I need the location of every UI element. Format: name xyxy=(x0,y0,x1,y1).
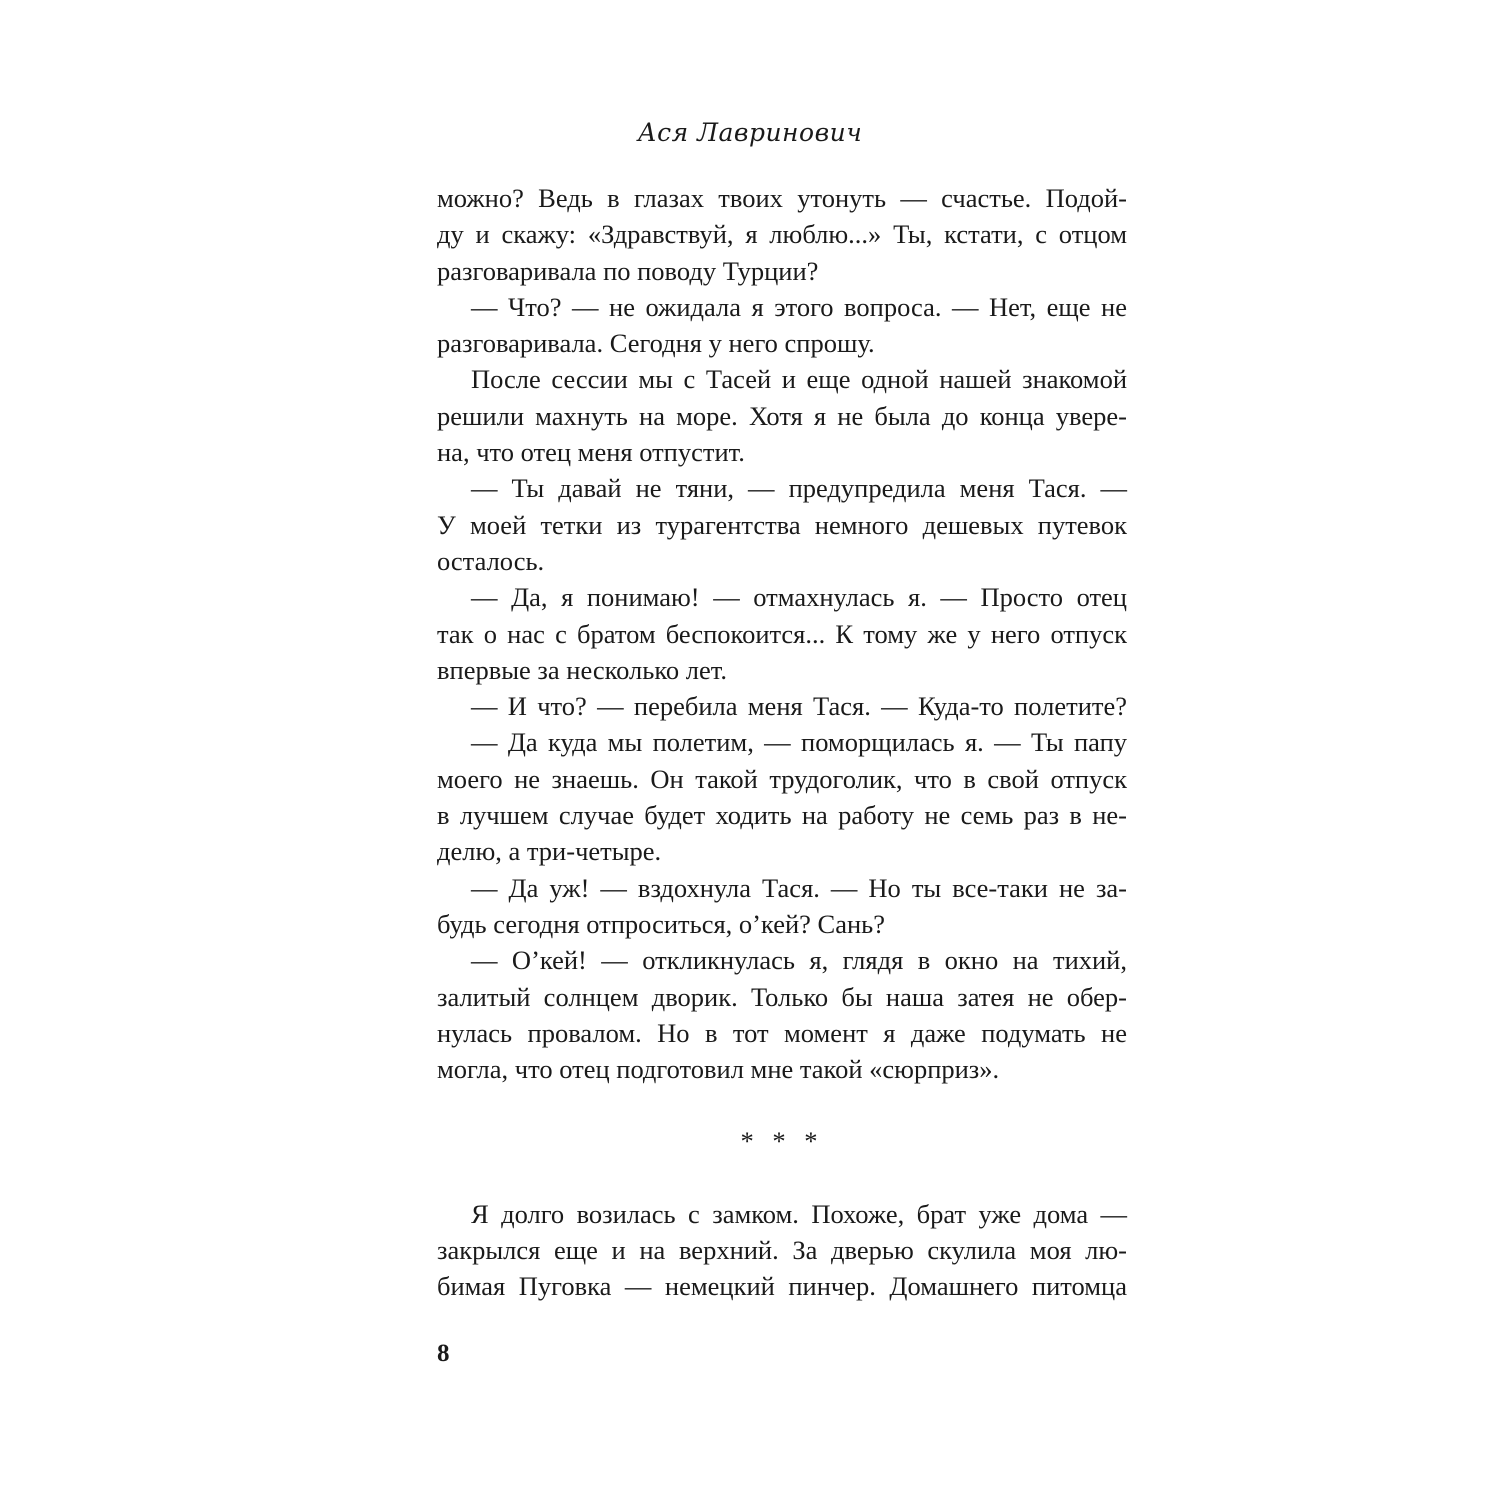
text-line: — О’кей! — откликнулась я, глядя в окно на тихий, xyxy=(471,945,1127,976)
text-line: решили махнуть на море. Хотя я не была до конца увере- xyxy=(437,400,1127,431)
text-line: У моей тетки из турагентства немного дешевых путевок xyxy=(437,509,1127,540)
running-head-author: Ася Лавринович xyxy=(637,118,863,147)
text-line: на, что отец меня отпустит. xyxy=(437,437,745,468)
text-line: — Да куда мы полетим, — поморщилась я. — Ты папу xyxy=(471,727,1127,758)
body-text xyxy=(437,180,1127,1305)
text-line: После сессии мы с Тасей и еще одной нашей знакомой xyxy=(471,364,1127,395)
text-line: бимая Пуговка — немецкий пинчер. Домашнего питомца xyxy=(437,1271,1127,1302)
text-line: можно? Ведь в глазах твоих утонуть — счастье. Подой- xyxy=(437,183,1127,213)
text-line: разговаривала. Сегодня у него спрошу. xyxy=(437,328,875,359)
text-line: Я долго возилась с замком. Похоже, брат уже дома — xyxy=(471,1198,1127,1229)
text-line: осталось. xyxy=(437,545,545,576)
text-line: залитый солнцем дворик. Только бы наша затея не обер- xyxy=(437,981,1127,1012)
text-line: так о нас с братом беспокоится... К тому же у него отпуск xyxy=(437,618,1127,649)
section-break-asterisks: * * * xyxy=(740,1126,824,1157)
text-line: — Что? — не ожидала я этого вопроса. — Нет, еще не xyxy=(471,291,1127,322)
text-line: моего не знаешь. Он такой трудоголик, что в свой отпуск xyxy=(437,763,1127,794)
text-line: впервые за несколько лет. xyxy=(437,654,727,685)
text-line: — И что? — перебила меня Тася. — Куда-то полетите? xyxy=(471,691,1127,722)
text-line: — Да, я понимаю! — отмахнулась я. — Просто отец xyxy=(471,582,1127,613)
text-line: — Ты давай не тяни, — предупредила меня Тася. — xyxy=(471,473,1127,504)
text-line: нулась провалом. Но в тот момент я даже подумать не xyxy=(437,1017,1127,1048)
text-line: разговаривала по поводу Турции? xyxy=(437,255,819,286)
page-number: 8 xyxy=(437,1340,450,1367)
text-line: могла, что отец подготовил мне такой «сюрприз». xyxy=(437,1054,1000,1085)
text-line: делю, а три-четыре. xyxy=(437,836,662,867)
text-line: закрылся еще и на верхний. За дверью скулила моя лю- xyxy=(437,1235,1127,1266)
text-line: — Да уж! — вздохнула Тася. — Но ты все-таки не за- xyxy=(471,872,1127,903)
text-line: в лучшем случае будет ходить на работу не семь раз в не- xyxy=(437,800,1127,831)
text-line: ду и скажу: «Здравствуй, я люблю...» Ты, кстати, с отцом xyxy=(437,219,1127,250)
text-line: будь сегодня отпроситься, о’кей? Сань? xyxy=(437,908,885,939)
